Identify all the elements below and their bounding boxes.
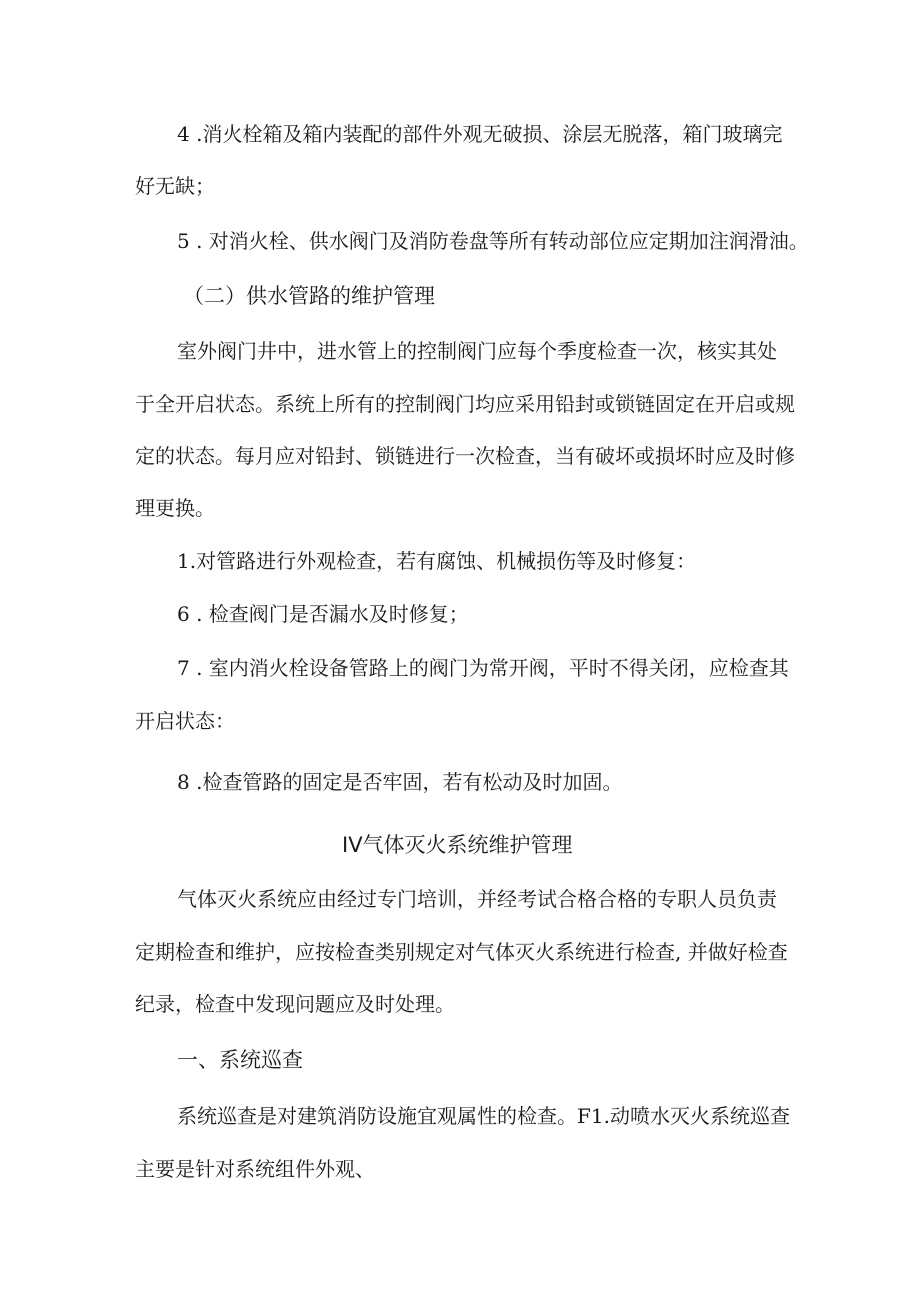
item-7-line-2: 开启状态：	[135, 709, 235, 733]
item-1: 1.对管路进行外观检查，若有腐蚀、机械损伤等及时修复：	[177, 549, 697, 573]
item-8: 8 .检查管路的固定是否牢固，若有松动及时加固。	[177, 770, 623, 794]
section-heading-water-pipeline: （二）供水管路的维护管理	[183, 284, 435, 308]
paragraph-gas-line-2: 定期检查和维护，应按检查类别规定对气体灭火系统进行检查, 并做好检查	[135, 940, 788, 964]
paragraph-valve-line-1: 室外阀门井中，进水管上的控制阀门应每个季度检查一次，核实其处	[177, 339, 777, 363]
chapter-heading-gas-extinguishing: IV气体灭火系统维护管理	[342, 833, 573, 857]
paragraph-valve-line-3: 定的状态。每月应对铅封、锁链进行一次检查，当有破坏或损坏时应及时修	[135, 444, 795, 468]
item-4-line-1: 4 .消火栓箱及箱内装配的部件外观无破损、涂层无脱落，箱门玻璃完	[177, 122, 783, 146]
paragraph-gas-line-1: 气体灭火系统应由经过专门培训，并经考试合格合格的专职人员负责	[177, 887, 777, 911]
paragraph-gas-line-3: 纪录，检查中发现问题应及时处理。	[135, 992, 455, 1016]
item-7-line-1: 7 . 室内消火栓设备管路上的阀门为常开阀，平时不得关闭，应检查其	[177, 656, 789, 680]
paragraph-valve-line-4: 理更换。	[135, 496, 215, 520]
item-4-line-2: 好无缺；	[135, 174, 215, 198]
section-heading-system-inspection: 一、系统巡查	[177, 1048, 303, 1072]
paragraph-inspection-line-2: 主要是针对系统组件外观、	[135, 1157, 375, 1181]
paragraph-inspection-line-1: 系统巡查是对建筑消防设施宜观属性的检查。F1.动喷水灭火系统巡查	[177, 1104, 790, 1128]
item-6: 6 . 检查阀门是否漏水及时修复；	[177, 602, 469, 626]
paragraph-valve-line-2: 于全开启状态。系统上所有的控制阀门均应采用铅封或锁链固定在开启或规	[135, 392, 795, 416]
item-5: 5 . 对消火栓、供水阀门及消防卷盘等所有转动部位应定期加注润滑油。	[177, 229, 809, 253]
